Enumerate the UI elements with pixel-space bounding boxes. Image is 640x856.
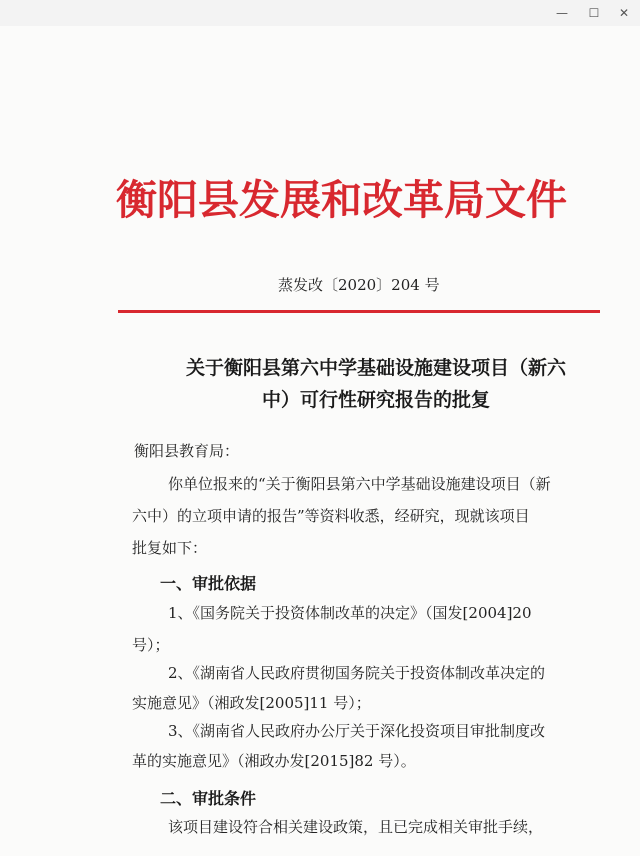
basis-line: 号）； bbox=[132, 636, 170, 654]
basis-line: 1、《国务院关于投资体制改革的决定》（国发[2004]20 bbox=[168, 604, 532, 622]
addressee: 衡阳县教育局： bbox=[134, 442, 240, 460]
document-number: 蒸发改〔2020〕204 号 bbox=[278, 276, 440, 294]
close-icon[interactable]: ✕ bbox=[618, 6, 630, 20]
intro-line: 六中）的立项申请的报告”等资料收悉，经研究，现就该项目 bbox=[132, 507, 530, 525]
basis-line: 3、《湖南省人民政府办公厅关于深化投资项目审批制度改 bbox=[168, 722, 546, 740]
basis-line: 2、《湖南省人民政府贯彻国务院关于投资体制改革决定的 bbox=[168, 664, 546, 682]
section-heading-conditions: 二、审批条件 bbox=[160, 789, 257, 808]
section-heading-basis: 一、审批依据 bbox=[160, 574, 257, 593]
intro-line: 你单位报来的“关于衡阳县第六中学基础设施建设项目（新 bbox=[168, 475, 551, 493]
title-line-1: 关于衡阳县第六中学基础设施建设项目（新六 bbox=[185, 357, 566, 379]
document-page bbox=[0, 26, 640, 856]
window-titlebar bbox=[0, 0, 640, 26]
basis-line: 革的实施意见》（湘政办发[2015]82 号）。 bbox=[132, 752, 416, 770]
conditions-line: 该项目建设符合相关建设政策，且已完成相关审批手续， bbox=[168, 818, 544, 836]
maximize-icon[interactable]: ☐ bbox=[588, 6, 600, 20]
issuer-header: 衡阳县发展和改革局文件 bbox=[116, 176, 567, 224]
title-line-2: 中）可行性研究报告的批复 bbox=[261, 389, 490, 411]
document-title bbox=[136, 352, 616, 416]
minimize-icon[interactable]: — bbox=[556, 6, 568, 20]
basis-line: 实施意见》（湘政发[2005]11 号）； bbox=[132, 694, 371, 712]
red-divider-line bbox=[118, 310, 600, 313]
intro-line: 批复如下： bbox=[132, 539, 208, 557]
